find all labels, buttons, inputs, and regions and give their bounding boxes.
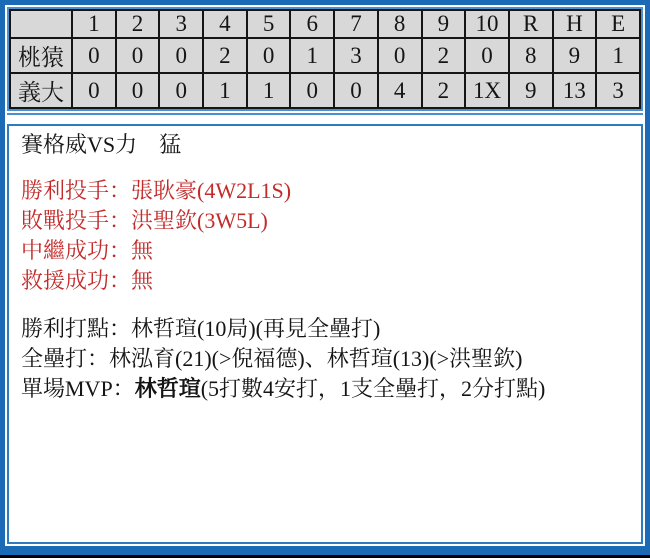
save-line: 救援成功：無 <box>21 268 154 293</box>
score-cell: 3 <box>334 38 378 73</box>
mvp-detail: (5打數4安打，1支全壘打，2分打點) <box>200 376 546 401</box>
inning-6-header: 6 <box>290 10 334 38</box>
mvp-line <box>21 374 629 404</box>
score-cell: 4 <box>378 73 422 108</box>
away-runs-cell: 8 <box>509 38 553 73</box>
score-cell: 1X <box>465 73 509 108</box>
team-column-header <box>10 10 72 38</box>
away-errors-cell: 1 <box>596 38 640 73</box>
score-cell: 1 <box>203 73 247 108</box>
inning-9-header: 9 <box>422 10 466 38</box>
scoreboard-table-wrap <box>7 7 643 111</box>
home-hits-cell: 13 <box>553 73 597 108</box>
home-team-name: 義大 <box>10 73 72 108</box>
inning-4-header: 4 <box>203 10 247 38</box>
mvp-player-name: 林哲瑄 <box>134 376 201 401</box>
spacer <box>21 296 629 314</box>
inning-2-header: 2 <box>116 10 160 38</box>
score-cell: 1 <box>247 73 291 108</box>
inning-7-header: 7 <box>334 10 378 38</box>
home-runs-cell: 9 <box>509 73 553 108</box>
score-cell: 1 <box>290 38 334 73</box>
hold-line: 中繼成功：無 <box>21 238 154 263</box>
away-team-name: 桃猿 <box>10 38 72 73</box>
table-row-away-team <box>10 38 640 73</box>
score-cell: 0 <box>378 38 422 73</box>
score-cell: 0 <box>247 38 291 73</box>
score-cell: 0 <box>72 73 116 108</box>
errors-header: E <box>596 10 640 38</box>
score-cell: 0 <box>159 38 203 73</box>
scoreboard-header-row <box>10 10 640 38</box>
score-cell: 0 <box>116 73 160 108</box>
score-cell: 0 <box>290 73 334 108</box>
away-hits-cell: 9 <box>553 38 597 73</box>
score-cell: 0 <box>116 38 160 73</box>
score-cell: 2 <box>203 38 247 73</box>
score-cell: 2 <box>422 73 466 108</box>
inning-8-header: 8 <box>378 10 422 38</box>
score-cell: 0 <box>465 38 509 73</box>
score-cell: 0 <box>72 38 116 73</box>
inning-3-header: 3 <box>159 10 203 38</box>
mvp-label: 單場MVP： <box>21 376 135 401</box>
scoreboard-table <box>9 9 641 109</box>
spacer <box>21 160 629 176</box>
matchup-title: 賽格威VS力 猛 <box>21 132 182 157</box>
winning-pitcher-line: 勝利投手：張耿豪(4W2L1S) <box>21 178 292 203</box>
runs-header: R <box>509 10 553 38</box>
losing-pitcher-line: 敗戰投手：洪聖欽(3W5L) <box>21 208 268 233</box>
inning-5-header: 5 <box>247 10 291 38</box>
section-divider <box>7 113 643 115</box>
score-cell: 0 <box>159 73 203 108</box>
hits-header: H <box>553 10 597 38</box>
table-row-home-team <box>10 73 640 108</box>
inning-10-header: 10 <box>465 10 509 38</box>
home-errors-cell: 3 <box>596 73 640 108</box>
score-cell: 2 <box>422 38 466 73</box>
score-cell: 0 <box>334 73 378 108</box>
inning-1-header: 1 <box>72 10 116 38</box>
game-summary-panel <box>7 124 643 544</box>
winning-rbi-line: 勝利打點：林哲瑄(10局)(再見全壘打) <box>21 316 381 341</box>
home-run-line: 全壘打：林泓育(21)(>倪福德)、林哲瑄(13)(>洪聖欽) <box>21 346 523 371</box>
